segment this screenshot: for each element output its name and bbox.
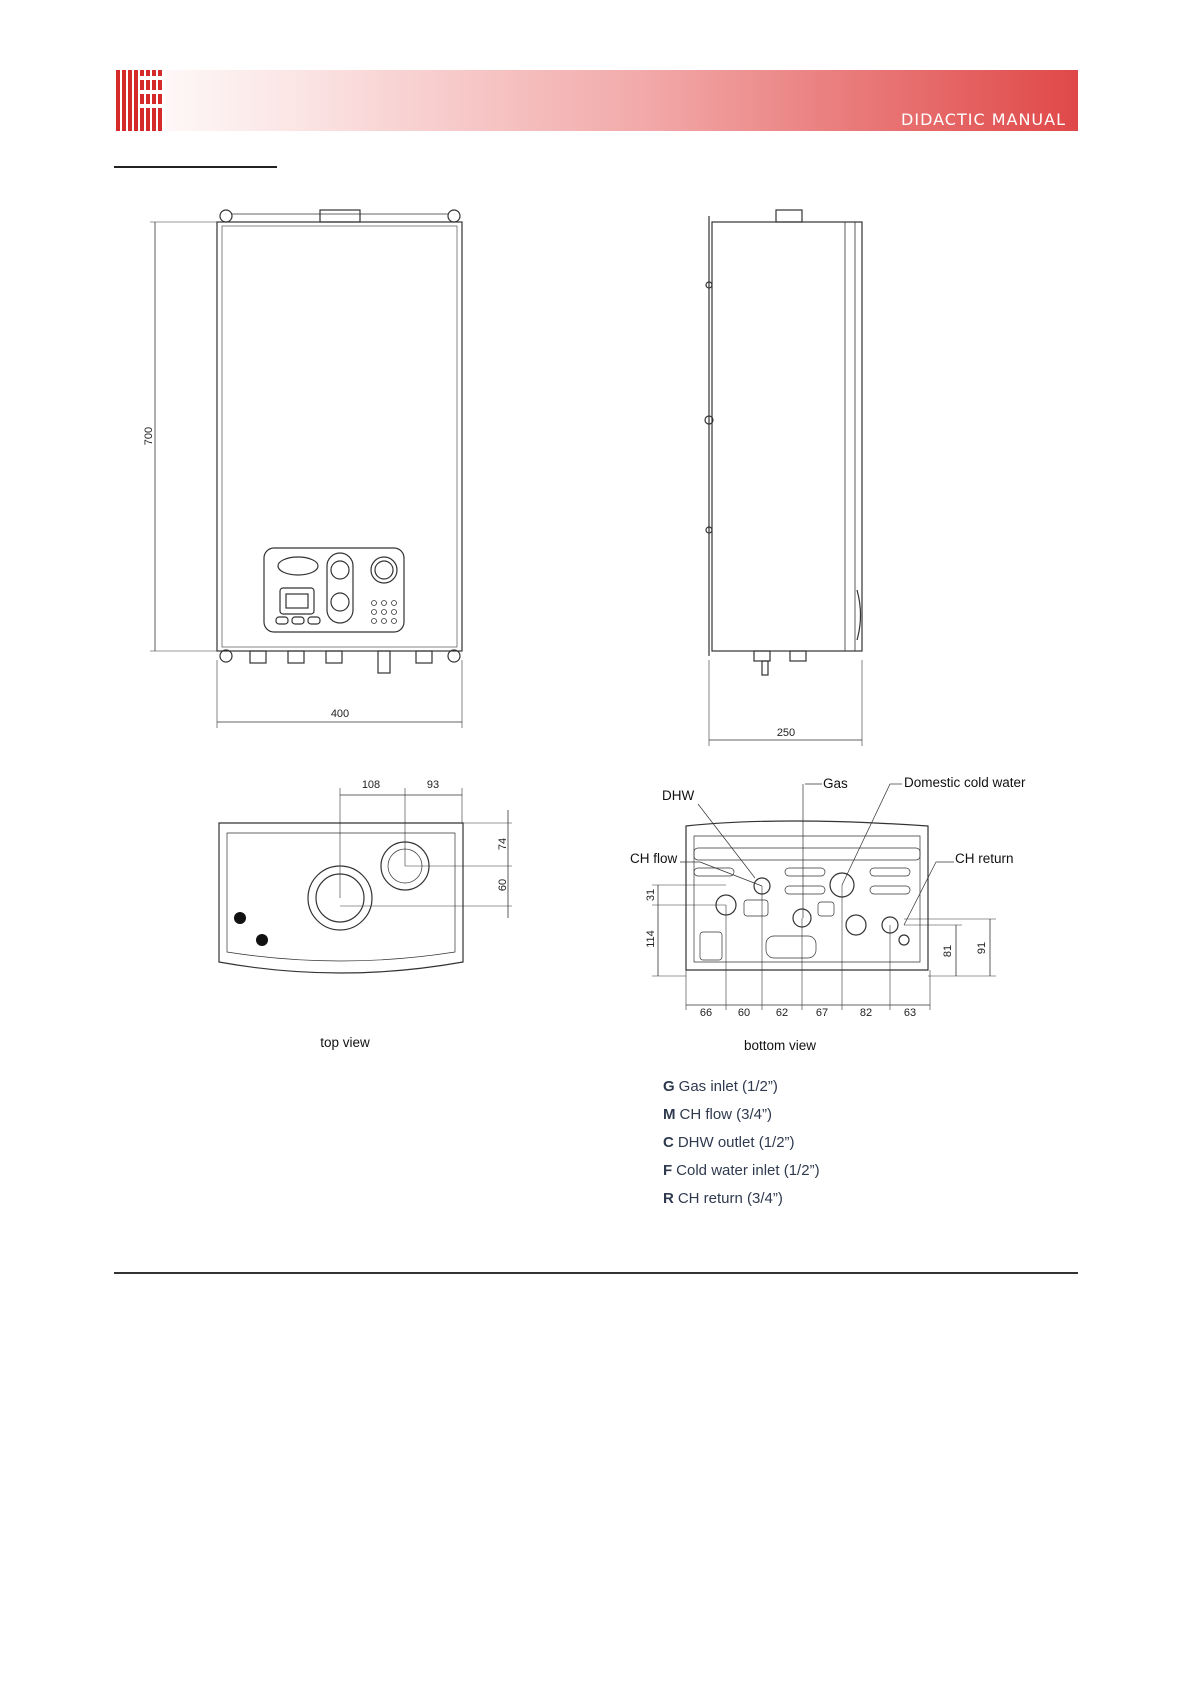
legend-code: R — [663, 1190, 674, 1207]
legend-item — [663, 1134, 820, 1162]
bottom-dim-h: 60 — [737, 1007, 751, 1019]
top-dim-60: 60 — [497, 878, 509, 892]
legend-item — [663, 1078, 820, 1106]
side-depth-dim: 250 — [776, 727, 796, 739]
manual-title: DIDACTIC MANUAL — [901, 110, 1066, 129]
footer-rule — [114, 1272, 1078, 1274]
bottom-view-caption: bottom view — [743, 1038, 817, 1053]
bottom-dim-31: 31 — [645, 888, 657, 902]
bottom-dim-114: 114 — [645, 930, 657, 948]
bottom-dim-h: 66 — [699, 1007, 713, 1019]
top-dim-108: 108 — [361, 779, 381, 791]
top-dim-74: 74 — [497, 837, 509, 851]
callout-ch-flow: CH flow — [630, 851, 678, 866]
legend-code: F — [663, 1162, 673, 1179]
callout-domestic-cold-water: Domestic cold water — [904, 775, 1026, 790]
bottom-dim-h: 63 — [903, 1007, 917, 1019]
legend-item — [663, 1106, 820, 1134]
legend-text: CH return (3/4”) — [677, 1190, 783, 1207]
callout-gas: Gas — [823, 776, 848, 791]
legend-text: DHW outlet (1/2”) — [677, 1134, 795, 1151]
legend-text: Cold water inlet (1/2”) — [676, 1162, 820, 1179]
legend-item — [663, 1162, 820, 1190]
top-view-caption: top view — [320, 1035, 370, 1050]
legend-text: Gas inlet (1/2”) — [678, 1078, 778, 1095]
header-banner — [114, 70, 1078, 131]
company-logo — [114, 70, 165, 131]
legend-code: M — [663, 1106, 676, 1123]
legend-item — [663, 1190, 820, 1218]
top-dim-93: 93 — [426, 779, 440, 791]
legend-code: G — [663, 1078, 675, 1095]
bottom-dim-91: 91 — [976, 941, 988, 955]
bottom-dim-81: 81 — [942, 944, 954, 958]
bottom-dim-h: 67 — [815, 1007, 829, 1019]
legend-text: CH flow (3/4”) — [679, 1106, 773, 1123]
legend-code: C — [663, 1134, 674, 1151]
connection-legend — [663, 1078, 820, 1218]
callout-dhw: DHW — [662, 788, 695, 803]
bottom-dim-h: 82 — [859, 1007, 873, 1019]
callout-ch-return: CH return — [955, 851, 1014, 866]
front-width-dim: 400 — [330, 708, 350, 720]
bottom-dim-h: 62 — [775, 1007, 789, 1019]
front-height-dim: 700 — [143, 426, 155, 446]
section-heading-rule — [114, 166, 277, 168]
